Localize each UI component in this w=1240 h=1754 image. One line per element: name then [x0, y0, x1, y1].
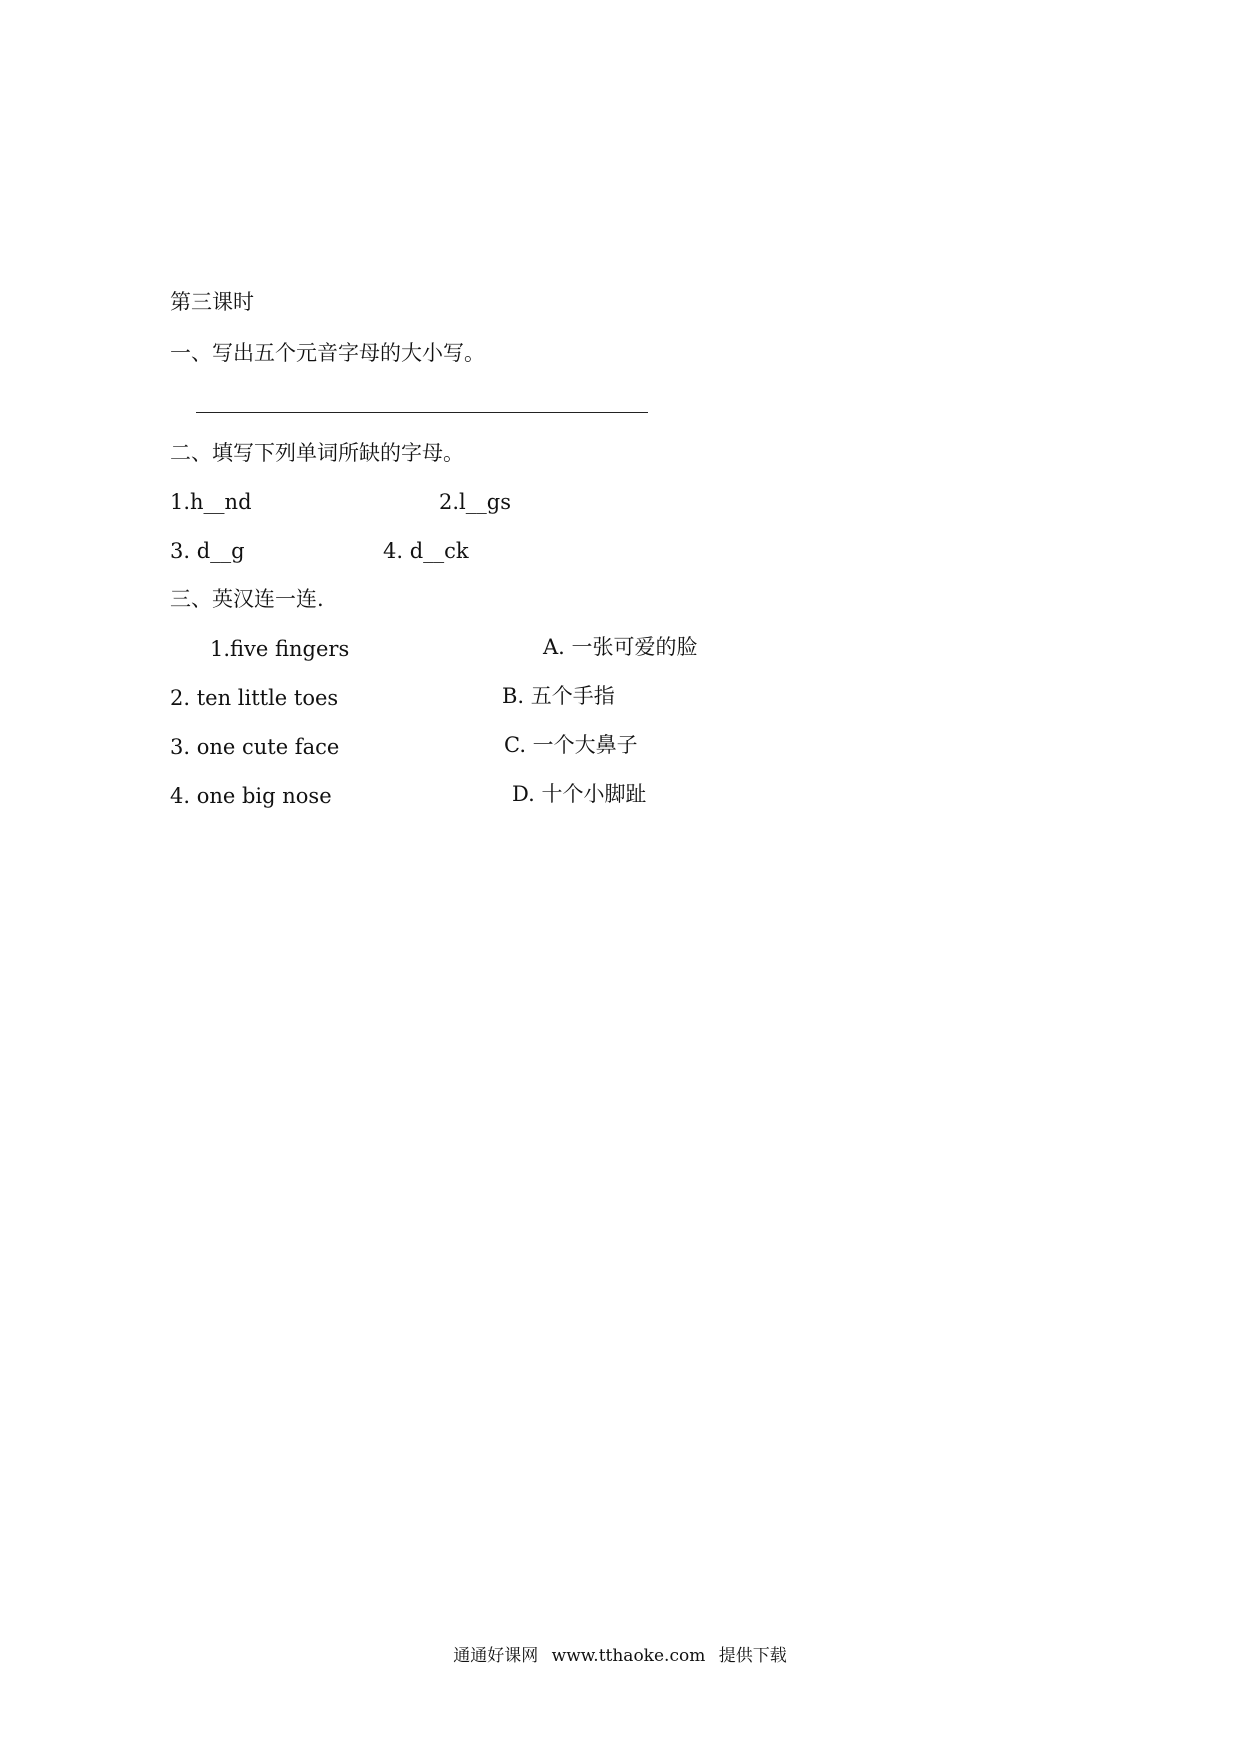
section1-heading: 一、写出五个元音字母的大小写。	[170, 341, 485, 365]
fill-item-1: 1.h__nd	[170, 490, 252, 514]
match-left-4: 4. one big nose	[170, 784, 332, 808]
footer-suffix: 提供下载	[718, 1646, 787, 1666]
section2-heading: 二、填写下列单词所缺的字母。	[170, 441, 464, 465]
lesson-title: 第三课时	[170, 290, 254, 314]
match-right-a: A. 一张可爱的脸	[543, 635, 698, 659]
section3-heading: 三、英汉连一连.	[170, 587, 324, 611]
answer-blank-line	[196, 412, 648, 413]
page-footer	[0, 1641, 1240, 1666]
match-left-2: 2. ten little toes	[170, 686, 339, 710]
match-right-d: D. 十个小脚趾	[512, 782, 647, 806]
match-right-b: B. 五个手指	[502, 684, 615, 708]
match-left-3: 3. one cute face	[170, 735, 340, 759]
footer-site-name: 通通好课网	[453, 1646, 539, 1666]
match-left-1: 1.five fingers	[210, 637, 350, 661]
footer-url[interactable]: www.tthaoke.com	[551, 1646, 706, 1666]
fill-item-4: 4. d__ck	[383, 539, 469, 563]
match-right-c: C. 一个大鼻子	[504, 733, 638, 757]
fill-item-3: 3. d__g	[170, 539, 245, 563]
fill-item-2: 2.l__gs	[439, 490, 511, 514]
